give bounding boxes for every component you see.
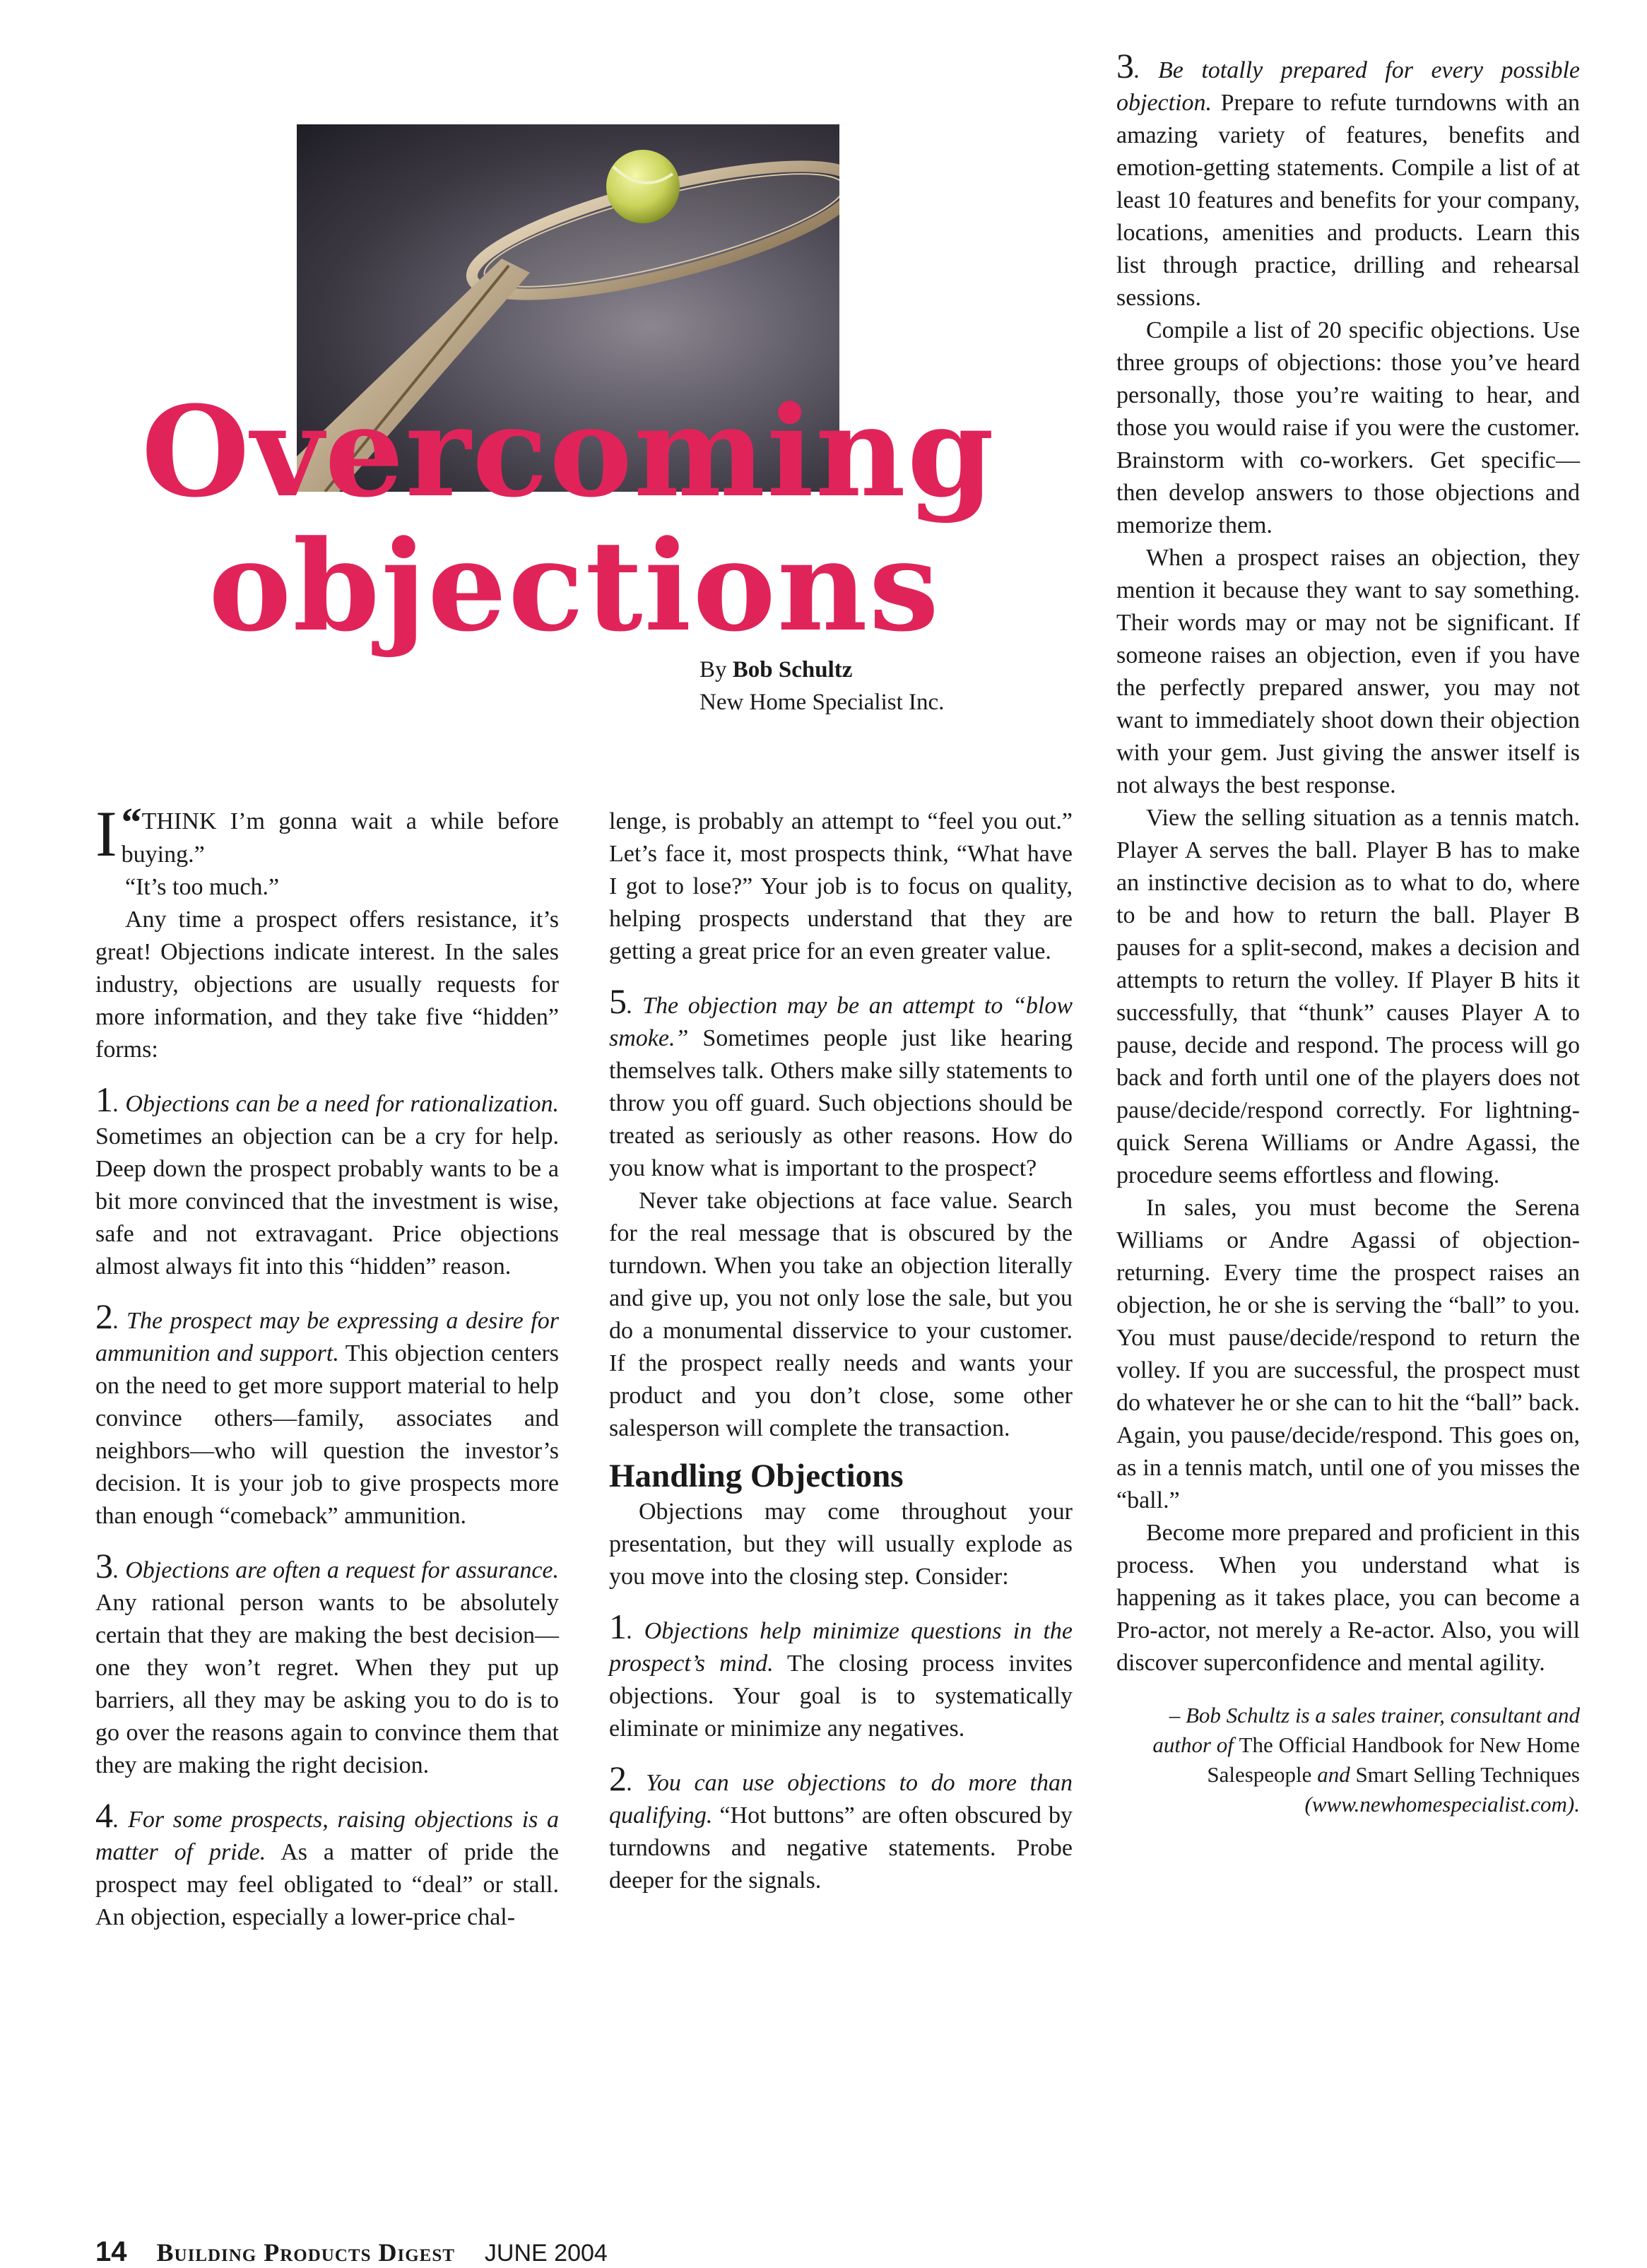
page-number: 14	[95, 2236, 127, 2267]
item-number: 1	[95, 1080, 113, 1119]
item-heading: . You can use objections to do more than qualifying.	[609, 1770, 1073, 1829]
item-body: As a matter of pride the prospect may feel obligated to “deal” or stall. An objection, especially a lower-price chal-	[95, 1839, 560, 1930]
item-heading: . For some prospects, raising objections is a matter of pride.	[95, 1807, 559, 1865]
paragraph: Become more prepared and proficient in this process. When you understand what is happening as it takes place, you can become a Pro-actor, not merely a Re-actor. Also, you will discover superconfidence and mental agility.	[1116, 1520, 1580, 1676]
article-title-line2: objections	[208, 513, 940, 659]
item-heading: . Objections help minimize questions in the prospect’s mind.	[609, 1618, 1073, 1677]
issue-date: JUNE 2004	[484, 2240, 608, 2267]
item-body: This objection centers on the need to get more support material to help convince others—family, associates and neighbors—who will question the investor’s decision. It is your job to give prospects more than enough “comeback” ammunition.	[95, 1340, 560, 1529]
item-heading: . The prospect may be expressing a desire for ammunition and support.	[95, 1308, 559, 1366]
numbered-item-4	[95, 1795, 560, 1934]
item-number: 1	[609, 1607, 627, 1646]
handling-item-2	[609, 1759, 1073, 1897]
author-affiliation: New Home Specialist Inc.	[699, 690, 945, 715]
bio-text: and	[1311, 1762, 1356, 1787]
bio-text: – Bob Schultz is a sales trainer, consultant and author of	[1152, 1703, 1580, 1757]
item-number: 3	[1116, 46, 1134, 85]
paragraph: lenge, is probably an attempt to “feel you out.” Let’s face it, most prospects think, “What have I got to lose?” Your job is to focus on quality, helping prospects understand that they are getting a great price for an even greater value.	[609, 808, 1073, 964]
item-body: Prepare to refute turndowns with an amazing variety of features, benefits and emotion-getting statements. Compile a list of at least 10 features and benefits for your company, locations, amenities and products. Learn this list through practice, drilling and rehearsal sessions.	[1116, 90, 1580, 311]
item-number: 2	[95, 1297, 113, 1336]
item-heading: . Objections can be a need for rationalization.	[113, 1091, 559, 1117]
opening-text: THINK I’m gonna wait a while before buying.”	[121, 808, 559, 868]
section-heading: Handling Objections	[609, 1458, 904, 1494]
paragraph: “It’s too much.”	[125, 874, 280, 900]
book-title: The Official Handbook for New Home Salespeople	[1207, 1732, 1580, 1787]
author-name: Bob Schultz	[732, 657, 853, 683]
website-text: (www.newhomespecialist.com).	[1304, 1792, 1580, 1817]
numbered-item-1	[95, 1080, 559, 1283]
opening-paragraph	[95, 798, 559, 871]
handling-item-3	[1116, 46, 1580, 314]
item-body: “Hot buttons” are often obscured by turndowns and negative statements. Probe deeper for the signals.	[609, 1802, 1073, 1894]
page-footer	[95, 2236, 608, 2268]
item-body: Sometimes an objection can be a cry for help. Deep down the prospect probably wants to be a bit more convinced that the investment is wise, safe and not extravagant. Price objections almost always fit into this “hidden” reason.	[95, 1123, 559, 1280]
column-1	[95, 798, 560, 1934]
item-number: 4	[95, 1795, 113, 1835]
item-number: 3	[95, 1546, 113, 1585]
item-body: The closing process invites objections. Your goal is to systematically eliminate or minimize any negatives.	[609, 1650, 1073, 1742]
byline-prefix: By	[699, 657, 727, 683]
handling-item-1	[609, 1607, 1073, 1745]
item-body: Sometimes people just like hearing themselves talk. Others make silly statements to throw you off guard. Such objections should be treated as seriously as other reasons. How do you know what is important to the prospect?	[609, 1025, 1073, 1181]
paragraph: View the selling situation as a tennis match. Player A serves the ball. Player B has to make an instinctive decision as to what to do, where to be and how to return the ball. Player B pauses for a split-second, makes a decision and attempts to return the volley. If Player B hits it successfully, that “thunk” causes Player A to pause, decide and respond. The process will go back and forth until one of the players does not pause/decide/respond correctly. For lightning-quick Serena Williams or Andre Agassi, the procedure seems effortless and flowing.	[1116, 805, 1580, 1188]
article-title-line1: Overcoming	[141, 379, 996, 525]
item-heading: . Be totally prepared for every possible objection.	[1116, 57, 1580, 116]
column-2	[609, 805, 1073, 1897]
item-body: Any rational person wants to be absolutely certain that they are making the best decision—one they won’t regret. When they put up barriers, all they may be asking you to do is to go over the reasons again to convince them that they are making the right decision.	[95, 1590, 559, 1778]
paragraph: Compile a list of 20 specific objections. Use three groups of objections: those you’ve heard personally, those you’re waiting to hear, and those you would raise if you were the customer. Brainstorm with co-workers. Get specific—then develop answers to those objections and memorize them.	[1116, 317, 1580, 538]
numbered-item-3	[95, 1546, 559, 1782]
author-bio	[1116, 1701, 1580, 1819]
book-title: Smart Selling Techniques	[1355, 1762, 1580, 1787]
paragraph: When a prospect raises an objection, they mention it because they want to say something. Their words may or may not be significant. If someone raises an objection, even if you have the perfectly prepared answer, you may not want to immediately shoot down their objection with your gem. Just giving the answer itself is not always the best response.	[1116, 545, 1580, 798]
item-heading: . Objections are often a request for assurance.	[113, 1557, 559, 1583]
column-3	[1116, 46, 1580, 1819]
drop-cap: I	[95, 798, 117, 870]
opening-quote-mark: “	[121, 799, 142, 845]
paragraph: Never take objections at face value. Search for the real message that is obscured by the turndown. When you take an objection literally and give up, you not only lose the sale, but you do a monumental disservice to your customer. If the prospect really needs and wants your product and you don’t close, some other salesperson will complete the transaction.	[609, 1188, 1073, 1441]
paragraph: In sales, you must become the Serena Williams or Andre Agassi of objection-returning. Every time the prospect raises an objection, he or she is serving the “ball” to you. You must pause/decide/respond to return the volley. If you are successful, the prospect must do whatever he or she can to hit the “ball” back. Again, you pause/decide/respond. This goes on, as in a tennis match, until one of you misses the “ball.”	[1116, 1195, 1580, 1513]
numbered-item-5	[609, 981, 1073, 1185]
paragraph: Any time a prospect offers resistance, it’s great! Objections indicate interest. In the sales industry, objections are usually requests for more information, and they take five “hidden” forms:	[95, 906, 559, 1063]
item-heading: . The objection may be an attempt to “blow smoke.”	[609, 993, 1073, 1051]
paragraph: Objections may come throughout your presentation, but they will usually explode as you move into the closing step. Consider:	[609, 1499, 1073, 1590]
item-number: 5	[609, 981, 627, 1021]
numbered-item-2	[95, 1297, 560, 1532]
item-number: 2	[609, 1759, 627, 1798]
byline	[699, 654, 944, 719]
publication-name: Building Products Digest	[156, 2238, 455, 2267]
